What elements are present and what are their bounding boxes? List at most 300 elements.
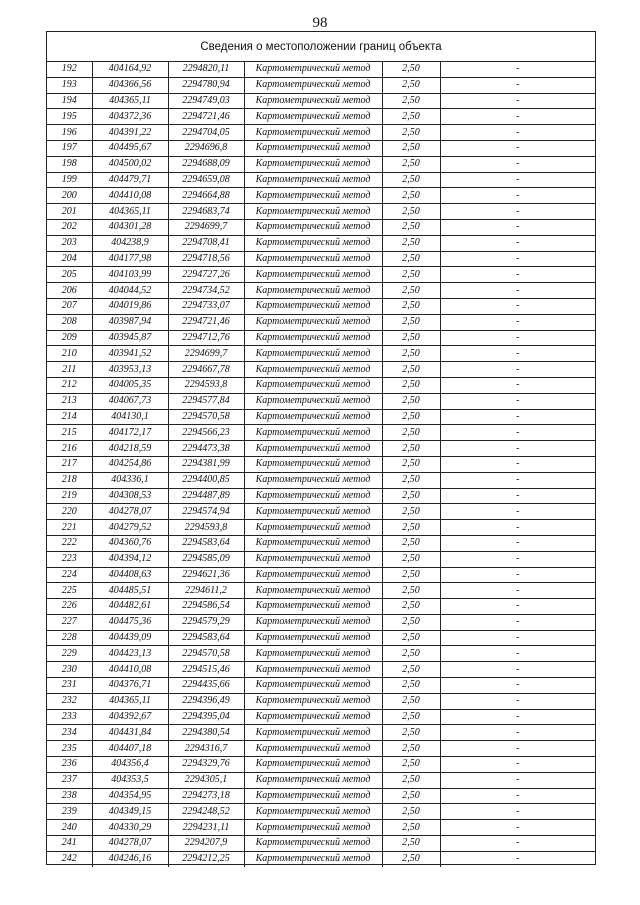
method-cell: Картометрический метод (244, 709, 382, 725)
accuracy-cell: 2,50 (382, 678, 440, 694)
method-cell: Картометрический метод (244, 109, 382, 125)
point-number: 193 (47, 77, 92, 93)
table-row (47, 757, 595, 773)
coordinate-x: 404336,1 (92, 472, 168, 488)
coordinate-y: 2294704,05 (168, 125, 244, 141)
table-row (47, 614, 595, 630)
point-number: 224 (47, 567, 92, 583)
method-cell: Картометрический метод (244, 188, 382, 204)
description-cell: - (440, 219, 595, 235)
point-number: 215 (47, 425, 92, 441)
table-row (47, 283, 595, 299)
coordinate-y: 2294231,11 (168, 820, 244, 836)
coordinate-x: 404410,08 (92, 662, 168, 678)
accuracy-cell: 2,50 (382, 298, 440, 314)
point-number: 214 (47, 409, 92, 425)
accuracy-cell: 2,50 (382, 520, 440, 536)
coordinate-y: 2294574,94 (168, 504, 244, 520)
accuracy-cell: 2,50 (382, 235, 440, 251)
description-cell: - (440, 393, 595, 409)
method-cell: Картометрический метод (244, 346, 382, 362)
accuracy-cell: 2,50 (382, 472, 440, 488)
coordinate-y: 2294585,09 (168, 551, 244, 567)
coordinate-x: 404365,11 (92, 693, 168, 709)
table-row (47, 741, 595, 757)
coordinate-y: 2294207,9 (168, 836, 244, 852)
coordinate-x: 404356,4 (92, 757, 168, 773)
accuracy-cell: 2,50 (382, 646, 440, 662)
point-number: 232 (47, 693, 92, 709)
point-number: 217 (47, 456, 92, 472)
coordinate-y: 2294621,36 (168, 567, 244, 583)
accuracy-cell: 2,50 (382, 172, 440, 188)
point-number: 223 (47, 551, 92, 567)
point-number: 211 (47, 362, 92, 378)
description-cell: - (440, 535, 595, 551)
table-row (47, 140, 595, 156)
method-cell: Картометрический метод (244, 488, 382, 504)
accuracy-cell: 2,50 (382, 77, 440, 93)
method-cell: Картометрический метод (244, 125, 382, 141)
accuracy-cell: 2,50 (382, 488, 440, 504)
coordinate-y: 2294473,38 (168, 441, 244, 457)
coordinate-x: 404407,18 (92, 741, 168, 757)
description-cell: - (440, 583, 595, 599)
table-row (47, 77, 595, 93)
method-cell: Картометрический метод (244, 788, 382, 804)
method-cell: Картометрический метод (244, 583, 382, 599)
table-row (47, 820, 595, 836)
coordinate-x: 404308,53 (92, 488, 168, 504)
method-cell: Картометрический метод (244, 77, 382, 93)
point-number: 196 (47, 125, 92, 141)
accuracy-cell: 2,50 (382, 330, 440, 346)
coordinate-x: 404278,07 (92, 836, 168, 852)
method-cell: Картометрический метод (244, 456, 382, 472)
description-cell: - (440, 567, 595, 583)
description-cell: - (440, 520, 595, 536)
method-cell: Картометрический метод (244, 62, 382, 77)
coordinate-x: 404218,59 (92, 441, 168, 457)
accuracy-cell: 2,50 (382, 267, 440, 283)
coordinate-y: 2294721,46 (168, 109, 244, 125)
page-number: 98 (312, 15, 328, 31)
accuracy-cell: 2,50 (382, 140, 440, 156)
table-row (47, 772, 595, 788)
accuracy-cell: 2,50 (382, 156, 440, 172)
accuracy-cell: 2,50 (382, 836, 440, 852)
point-number: 225 (47, 583, 92, 599)
accuracy-cell: 2,50 (382, 362, 440, 378)
table-body (47, 62, 595, 867)
coordinate-x: 404500,02 (92, 156, 168, 172)
accuracy-cell: 2,50 (382, 725, 440, 741)
coordinate-y: 2294733,07 (168, 298, 244, 314)
accuracy-cell: 2,50 (382, 251, 440, 267)
point-number: 206 (47, 283, 92, 299)
point-number: 197 (47, 140, 92, 156)
accuracy-cell: 2,50 (382, 62, 440, 77)
description-cell: - (440, 646, 595, 662)
description-cell: - (440, 820, 595, 836)
coordinate-y: 2294780,94 (168, 77, 244, 93)
coordinate-y: 2294583,64 (168, 630, 244, 646)
point-number: 207 (47, 298, 92, 314)
description-cell: - (440, 377, 595, 393)
method-cell: Картометрический метод (244, 377, 382, 393)
point-number: 238 (47, 788, 92, 804)
point-number: 222 (47, 535, 92, 551)
method-cell: Картометрический метод (244, 93, 382, 109)
coordinate-y: 2294570,58 (168, 646, 244, 662)
method-cell: Картометрический метод (244, 283, 382, 299)
method-cell: Картометрический метод (244, 820, 382, 836)
point-number: 205 (47, 267, 92, 283)
point-number: 213 (47, 393, 92, 409)
coordinate-x: 404044,52 (92, 283, 168, 299)
point-number: 237 (47, 772, 92, 788)
description-cell: - (440, 298, 595, 314)
table-row (47, 788, 595, 804)
coordinate-x: 404392,67 (92, 709, 168, 725)
coordinate-y: 2294212,25 (168, 851, 244, 866)
point-number: 240 (47, 820, 92, 836)
accuracy-cell: 2,50 (382, 314, 440, 330)
coordinate-x: 404431,84 (92, 725, 168, 741)
coordinate-y: 2294688,09 (168, 156, 244, 172)
point-number: 242 (47, 851, 92, 866)
coordinate-y: 2294593,8 (168, 520, 244, 536)
coordinate-y: 2294699,7 (168, 219, 244, 235)
method-cell: Картометрический метод (244, 204, 382, 220)
coordinate-x: 403987,94 (92, 314, 168, 330)
method-cell: Картометрический метод (244, 804, 382, 820)
method-cell: Картометрический метод (244, 678, 382, 694)
table-row (47, 678, 595, 694)
coordinate-y: 2294566,23 (168, 425, 244, 441)
accuracy-cell: 2,50 (382, 772, 440, 788)
coordinate-y: 2294305,1 (168, 772, 244, 788)
point-number: 199 (47, 172, 92, 188)
point-number: 203 (47, 235, 92, 251)
coordinate-x: 404246,16 (92, 851, 168, 866)
description-cell: - (440, 836, 595, 852)
accuracy-cell: 2,50 (382, 820, 440, 836)
point-number: 209 (47, 330, 92, 346)
table-row (47, 456, 595, 472)
coordinate-x: 404354,95 (92, 788, 168, 804)
table-row (47, 725, 595, 741)
method-cell: Картометрический метод (244, 693, 382, 709)
method-cell: Картометрический метод (244, 567, 382, 583)
coordinate-y: 2294400,85 (168, 472, 244, 488)
table-row (47, 535, 595, 551)
table-row (47, 851, 595, 866)
description-cell: - (440, 267, 595, 283)
description-cell: - (440, 614, 595, 630)
coordinate-y: 2294396,49 (168, 693, 244, 709)
coordinate-x: 404485,51 (92, 583, 168, 599)
description-cell: - (440, 788, 595, 804)
accuracy-cell: 2,50 (382, 583, 440, 599)
table-row (47, 804, 595, 820)
coordinate-x: 404394,12 (92, 551, 168, 567)
coordinate-x: 404391,22 (92, 125, 168, 141)
coordinate-x: 404067,73 (92, 393, 168, 409)
description-cell: - (440, 251, 595, 267)
point-number: 234 (47, 725, 92, 741)
boundary-coordinates-table (46, 31, 596, 865)
method-cell: Картометрический метод (244, 298, 382, 314)
point-number: 216 (47, 441, 92, 457)
description-cell: - (440, 362, 595, 378)
table-row (47, 630, 595, 646)
description-cell: - (440, 93, 595, 109)
coordinate-y: 2294583,64 (168, 535, 244, 551)
point-number: 208 (47, 314, 92, 330)
coordinate-y: 2294611,2 (168, 583, 244, 599)
accuracy-cell: 2,50 (382, 441, 440, 457)
description-cell: - (440, 62, 595, 77)
coordinate-y: 2294381,99 (168, 456, 244, 472)
table-row (47, 346, 595, 362)
accuracy-cell: 2,50 (382, 204, 440, 220)
description-cell: - (440, 77, 595, 93)
coordinate-y: 2294435,66 (168, 678, 244, 694)
table-row (47, 709, 595, 725)
coordinate-y: 2294683,74 (168, 204, 244, 220)
point-number: 236 (47, 757, 92, 773)
coordinate-x: 404479,71 (92, 172, 168, 188)
coordinate-y: 2294593,8 (168, 377, 244, 393)
point-number: 219 (47, 488, 92, 504)
table-row (47, 662, 595, 678)
coordinate-x: 404495,67 (92, 140, 168, 156)
point-number: 227 (47, 614, 92, 630)
coordinate-x: 403953,13 (92, 362, 168, 378)
description-cell: - (440, 235, 595, 251)
coordinate-x: 404103,99 (92, 267, 168, 283)
table-row (47, 425, 595, 441)
accuracy-cell: 2,50 (382, 709, 440, 725)
accuracy-cell: 2,50 (382, 535, 440, 551)
table-row (47, 267, 595, 283)
description-cell: - (440, 346, 595, 362)
table-row (47, 93, 595, 109)
coordinate-x: 404439,09 (92, 630, 168, 646)
coordinate-y: 2294316,7 (168, 741, 244, 757)
coordinate-y: 2294708,41 (168, 235, 244, 251)
table-row (47, 488, 595, 504)
table-row (47, 188, 595, 204)
description-cell: - (440, 441, 595, 457)
description-cell: - (440, 188, 595, 204)
description-cell: - (440, 283, 595, 299)
description-cell: - (440, 757, 595, 773)
method-cell: Картометрический метод (244, 599, 382, 615)
method-cell: Картометрический метод (244, 393, 382, 409)
coordinate-y: 2294329,76 (168, 757, 244, 773)
table-row (47, 109, 595, 125)
coordinate-x: 403941,52 (92, 346, 168, 362)
coordinate-y: 2294749,03 (168, 93, 244, 109)
description-cell: - (440, 172, 595, 188)
point-number: 218 (47, 472, 92, 488)
description-cell: - (440, 772, 595, 788)
table-title: Сведения о местоположении границ объекта (47, 32, 595, 62)
table-row (47, 472, 595, 488)
accuracy-cell: 2,50 (382, 188, 440, 204)
method-cell: Картометрический метод (244, 662, 382, 678)
coordinate-x: 404475,36 (92, 614, 168, 630)
coordinate-x: 404238,9 (92, 235, 168, 251)
accuracy-cell: 2,50 (382, 788, 440, 804)
coordinate-x: 404360,76 (92, 535, 168, 551)
method-cell: Картометрический метод (244, 472, 382, 488)
coordinate-x: 404177,98 (92, 251, 168, 267)
coordinate-x: 404349,15 (92, 804, 168, 820)
table-row (47, 156, 595, 172)
description-cell: - (440, 472, 595, 488)
accuracy-cell: 2,50 (382, 346, 440, 362)
table-row (47, 314, 595, 330)
table-row (47, 693, 595, 709)
method-cell: Картометрический метод (244, 441, 382, 457)
coordinate-x: 404301,28 (92, 219, 168, 235)
description-cell: - (440, 709, 595, 725)
point-number: 198 (47, 156, 92, 172)
accuracy-cell: 2,50 (382, 393, 440, 409)
coordinate-x: 404410,08 (92, 188, 168, 204)
coordinate-y: 2294380,54 (168, 725, 244, 741)
description-cell: - (440, 741, 595, 757)
table-row (47, 330, 595, 346)
method-cell: Картометрический метод (244, 646, 382, 662)
coordinate-y: 2294515,46 (168, 662, 244, 678)
coordinate-x: 404005,35 (92, 377, 168, 393)
method-cell: Картометрический метод (244, 535, 382, 551)
accuracy-cell: 2,50 (382, 283, 440, 299)
coordinate-y: 2294570,58 (168, 409, 244, 425)
point-number: 241 (47, 836, 92, 852)
coordinate-x: 404279,52 (92, 520, 168, 536)
description-cell: - (440, 851, 595, 866)
table-row (47, 125, 595, 141)
table-row (47, 377, 595, 393)
point-number: 235 (47, 741, 92, 757)
coordinate-x: 404408,63 (92, 567, 168, 583)
accuracy-cell: 2,50 (382, 757, 440, 773)
accuracy-cell: 2,50 (382, 109, 440, 125)
point-number: 204 (47, 251, 92, 267)
table-row (47, 836, 595, 852)
table-row (47, 599, 595, 615)
coordinate-y: 2294586,54 (168, 599, 244, 615)
table-row (47, 504, 595, 520)
coordinate-y: 2294696,8 (168, 140, 244, 156)
description-cell: - (440, 140, 595, 156)
coordinate-y: 2294712,76 (168, 330, 244, 346)
table-row (47, 393, 595, 409)
accuracy-cell: 2,50 (382, 804, 440, 820)
point-number: 200 (47, 188, 92, 204)
method-cell: Картометрический метод (244, 267, 382, 283)
description-cell: - (440, 551, 595, 567)
coordinate-x: 404423,13 (92, 646, 168, 662)
table-row (47, 583, 595, 599)
accuracy-cell: 2,50 (382, 125, 440, 141)
description-cell: - (440, 725, 595, 741)
table-row (47, 219, 595, 235)
method-cell: Картометрический метод (244, 251, 382, 267)
accuracy-cell: 2,50 (382, 741, 440, 757)
method-cell: Картометрический метод (244, 140, 382, 156)
accuracy-cell: 2,50 (382, 630, 440, 646)
coordinate-y: 2294248,52 (168, 804, 244, 820)
coordinate-x: 404365,11 (92, 93, 168, 109)
description-cell: - (440, 425, 595, 441)
coordinate-y: 2294487,89 (168, 488, 244, 504)
description-cell: - (440, 456, 595, 472)
point-number: 221 (47, 520, 92, 536)
method-cell: Картометрический метод (244, 314, 382, 330)
accuracy-cell: 2,50 (382, 93, 440, 109)
point-number: 229 (47, 646, 92, 662)
method-cell: Картометрический метод (244, 741, 382, 757)
coordinate-y: 2294820,11 (168, 62, 244, 77)
coordinate-x: 404254,86 (92, 456, 168, 472)
description-cell: - (440, 630, 595, 646)
table-row (47, 251, 595, 267)
method-cell: Картометрический метод (244, 156, 382, 172)
point-number: 202 (47, 219, 92, 235)
description-cell: - (440, 125, 595, 141)
coordinate-x: 404278,07 (92, 504, 168, 520)
table-row (47, 298, 595, 314)
coordinate-x: 404130,1 (92, 409, 168, 425)
table-row (47, 362, 595, 378)
method-cell: Картометрический метод (244, 219, 382, 235)
point-number: 230 (47, 662, 92, 678)
point-number: 233 (47, 709, 92, 725)
table-row (47, 646, 595, 662)
method-cell: Картометрический метод (244, 725, 382, 741)
coordinate-x: 404482,61 (92, 599, 168, 615)
table-row (47, 551, 595, 567)
method-cell: Картометрический метод (244, 504, 382, 520)
method-cell: Картометрический метод (244, 836, 382, 852)
table-row (47, 204, 595, 220)
point-number: 195 (47, 109, 92, 125)
method-cell: Картометрический метод (244, 757, 382, 773)
description-cell: - (440, 678, 595, 694)
coordinate-y: 2294667,78 (168, 362, 244, 378)
method-cell: Картометрический метод (244, 330, 382, 346)
accuracy-cell: 2,50 (382, 567, 440, 583)
coordinate-y: 2294718,56 (168, 251, 244, 267)
coordinate-x: 404372,36 (92, 109, 168, 125)
accuracy-cell: 2,50 (382, 851, 440, 866)
method-cell: Картометрический метод (244, 551, 382, 567)
accuracy-cell: 2,50 (382, 425, 440, 441)
table-row (47, 567, 595, 583)
coordinate-y: 2294727,26 (168, 267, 244, 283)
point-number: 212 (47, 377, 92, 393)
accuracy-cell: 2,50 (382, 599, 440, 615)
coordinate-y: 2294579,29 (168, 614, 244, 630)
description-cell: - (440, 409, 595, 425)
coordinate-x: 403945,87 (92, 330, 168, 346)
